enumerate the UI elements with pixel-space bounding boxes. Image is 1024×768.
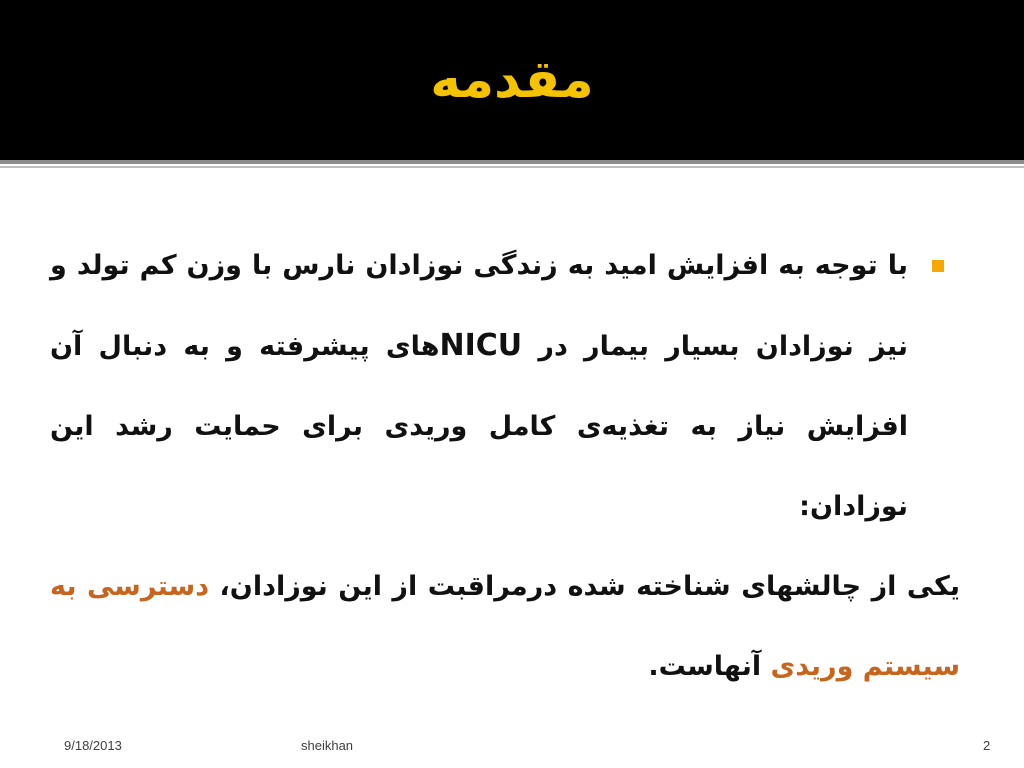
- page-number: 2: [983, 738, 991, 753]
- bullet-text-after: های پیشرفته و به دنبال آن افزایش نیاز به تغذیه‌ی کامل وریدی برای حمایت رشد این نوزادان:: [50, 331, 908, 522]
- footer-date: 9/18/2013: [64, 738, 122, 753]
- bullet-text-before: با توجه به افزایش امید به زندگی نوزادان نارس با وزن کم تولد و نیز نوزادان بسیار بیمار در: [50, 250, 908, 362]
- nicu-acronym: NICU: [439, 328, 523, 363]
- title-divider-thin: [0, 166, 1024, 168]
- title-divider: [0, 160, 1024, 164]
- highlight-text: دسترسی به سیستم وریدی: [50, 571, 960, 682]
- slide-title: مقدمه: [430, 50, 594, 110]
- footer-author: sheikhan: [301, 738, 354, 753]
- bullet-item: [50, 226, 960, 547]
- challenge-text: یکی از چالشهای شناخته شده درمراقبت از این نوزادان،: [209, 571, 960, 602]
- square-bullet-icon: [932, 260, 944, 272]
- challenge-end: آنهاست.: [648, 651, 771, 682]
- challenge-paragraph: [50, 547, 960, 707]
- slide-body: [50, 226, 960, 707]
